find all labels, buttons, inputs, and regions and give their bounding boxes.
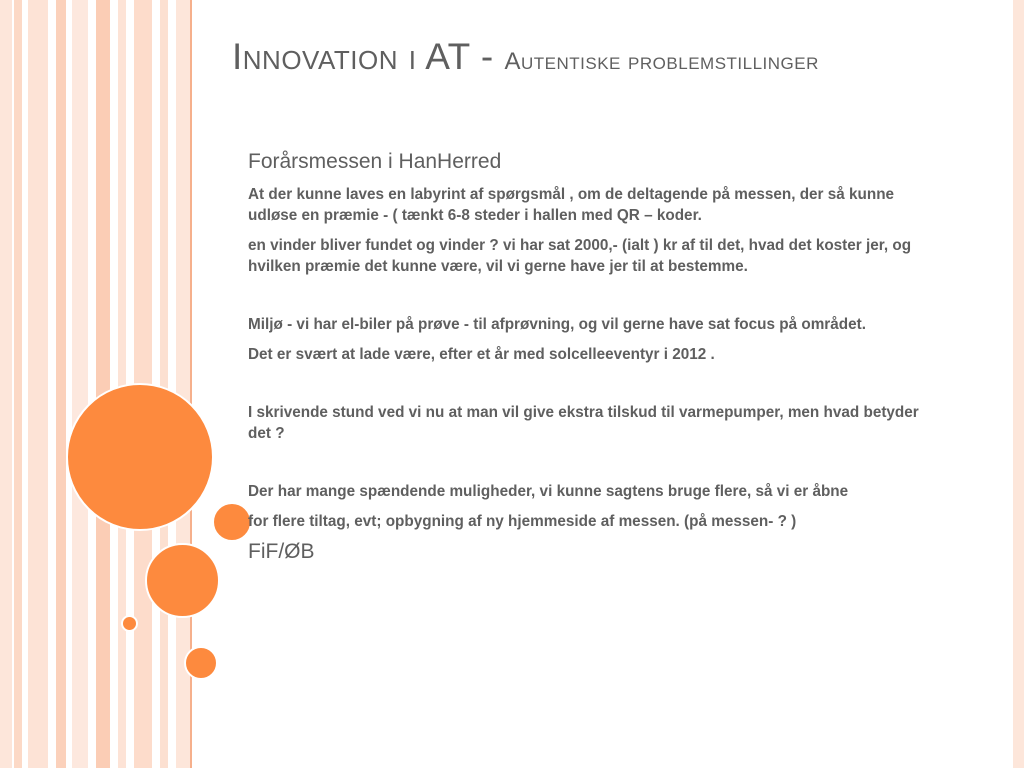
decorative-stripe [56, 0, 66, 768]
body-paragraph: for flere tiltag, evt; opbygning af ny hjemmeside af messen. (på messen- ? ) [248, 513, 797, 530]
decorative-stripe [28, 0, 48, 768]
decorative-circle-tiny [121, 615, 138, 632]
decorative-circle-small [212, 502, 252, 542]
decorative-circle-medium [145, 543, 220, 618]
decorative-stripe [1013, 0, 1024, 768]
body-paragraph: At der kunne laves en labyrint af spørgsmål , om de deltagende på messen, der så kunne udløse en præmie - ( tænkt 6-8 steder i hallen med QR – koder. [248, 186, 895, 224]
body-paragraph: en vinder bliver fundet og vinder ? vi har sat 2000,- (ialt ) kr af til det, hvad det koster jer, og hvilken præmie det kunne være, vil vi gerne have jer til at bestemme. [248, 237, 912, 275]
decorative-circle-large [66, 383, 214, 531]
decorative-stripe [96, 0, 110, 768]
body-paragraph: Miljø - vi har el-biler på prøve - til afprøvning, og vil gerne have sat focus på området. [248, 316, 866, 333]
slide-title [232, 36, 992, 78]
decorative-stripe [160, 0, 168, 768]
body-paragraph: Der har mange spændende muligheder, vi kunne sagtens bruge flere, så vi er åbne [248, 483, 849, 500]
slide-body [248, 148, 938, 566]
decorative-stripe [72, 0, 88, 768]
title-subtitle: Autentiske problemstillinger [504, 48, 819, 75]
body-paragraph: I skrivende stund ved vi nu at man vil give ekstra tilskud til varmepumper, men hvad betyder det ? [248, 404, 919, 442]
signature: FiF/ØB [248, 540, 315, 563]
title-main: Innovation i AT - [232, 36, 505, 77]
section-heading: Forårsmessen i HanHerred [248, 150, 502, 173]
decorative-stripe [0, 0, 12, 768]
body-paragraph: Det er svært at lade være, efter et år med solcelleeventyr i 2012 . [248, 346, 715, 363]
decorative-stripe [14, 0, 22, 768]
decorative-circle-small [184, 646, 218, 680]
